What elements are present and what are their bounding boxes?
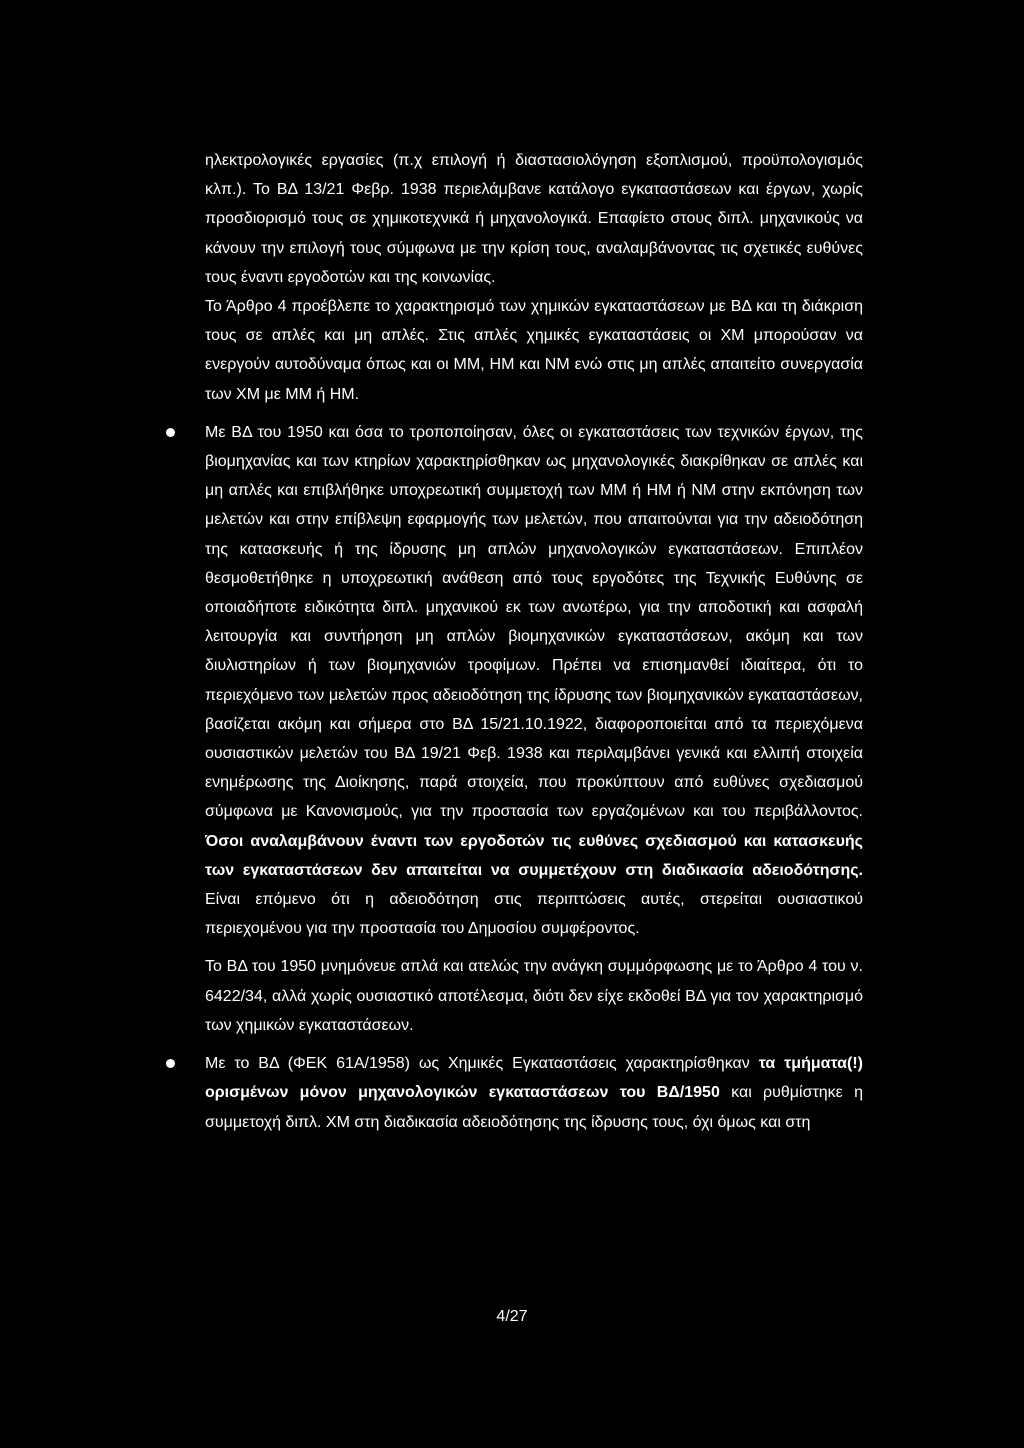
bullet-dot-icon	[166, 428, 175, 437]
paragraph-3: Το ΒΔ του 1950 μνημόνευε απλά και ατελώς την ανάγκη συμμόρφωσης με το Άρθρο 4 του ν. 6422/34, αλλά χωρίς ουσιαστικό αποτέλεσμα, διότι δεν είχε εκδοθεί ΒΔ για τον χαρακτηρισμό των χημικών εγκαταστάσεων.	[205, 958, 863, 1034]
page-number: 4/27	[496, 1308, 528, 1325]
bullet-item-1	[205, 418, 863, 944]
bullet-2-tail: και ρυθμίστηκε η συμμετοχή διπλ. ΧΜ στη διαδικασία αδειοδότησης της ίδρυσης τους, όχι όμως και στη	[205, 1084, 863, 1131]
bullet-1-text	[205, 418, 863, 944]
paragraph-1: ηλεκτρολογικές εργασίες (π.χ επιλογή ή διαστασιολόγηση εξοπλισμού, προϋπολογισμός κλπ.). Το ΒΔ 13/21 Φεβρ. 1938 περιελάμβανε κατάλογο εγκαταστάσεων και έργων, χωρίς προσδιορισμό τους σε χημικοτεχνικά ή μηχανολογικά. Επαφίετο στους διπλ. μηχανικούς να κάνουν την επιλογή τους σύμφωνα με την κρίση τους, αναλαμβάνοντας τις σχετικές ευθύνες τους έναντι εργοδοτών και της κοινωνίας.	[205, 152, 863, 286]
bullet-1-tail: Είναι επόμενο ότι η αδειοδότηση στις περιπτώσεις αυτές, στερείται ουσιαστικού περιεχομένου για την προστασία του Δημοσίου συμφέροντος.	[205, 891, 863, 938]
document-body	[205, 146, 863, 1137]
paragraph-2: Το Άρθρο 4 προέβλεπε το χαρακτηρισμό των χημικών εγκαταστάσεων με ΒΔ και τη διάκριση τους σε απλές και μη απλές. Στις απλές χημικές εγκαταστάσεις οι ΧΜ μπορούσαν να ενεργούν αυτοδύναμα όπως και οι ΜΜ, ΗΜ και ΝΜ ενώ στις μη απλές απαιτείτο συνεργασία των ΧΜ με ΜΜ ή ΗΜ.	[205, 298, 863, 403]
bullet-2-body: Με το ΒΔ (ΦΕΚ 61Α/1958) ως Χημικές Εγκαταστάσεις χαρακτηρίσθηκαν	[205, 1055, 750, 1073]
bullet-2-text	[205, 1049, 863, 1137]
bullet-1-body: Με ΒΔ του 1950 και όσα το τροποποίησαν, όλες οι εγκαταστάσεις των τεχνικών έργων, της βιομηχανίας και των κτηρίων χαρακτηρίσθηκαν ως μηχανολογικές διακρίθηκαν σε απλές και μη απλές και επιβλήθηκε υποχρεωτική συμμετοχή των ΜΜ ή ΗΜ ή ΝΜ στην εκπόνηση των μελετών και στην επίβλεψη εφαρμογής των μελετών, που απαιτούνται για την αδειοδότηση της κατασκευής ή της ίδρυσης μη απλών μηχανολογικών εγκαταστάσεων. Επιπλέον θεσμοθετήθηκε η υποχρεωτική ανάθεση από τους εργοδότες της Τεχνικής Ευθύνης σε οποιαδήποτε ειδικότητα διπλ. μηχανικού εκ των ανωτέρω, για την αποδοτική και ασφαλή λειτουργία και συντήρηση μη απλών βιομηχανικών εγκαταστάσεων, ακόμη και των διυλιστηρίων ή των βιομηχανιών τροφίμων. Πρέπει να επισημανθεί ιδιαίτερα, ότι το περιεχόμενο των μελετών προς αδειοδότηση της ίδρυσης των βιομηχανικών εγκαταστάσεων, βασίζεται ακόμη και σήμερα στο ΒΔ 15/21.10.1922, διαφοροποιείται από τα περιεχόμενα ουσιαστικών μελετών του ΒΔ 19/21 Φεβ. 1938 και περιλαμβάνει γενικά και ελλιπή στοιχεία ενημέρωσης της Διοίκησης, παρά στοιχεία, που προκύπτουν από ευθύνες σχεδιασμού σύμφωνα με Κανονισμούς, για την προστασία των εργαζομένων και του περιβάλλοντος.	[205, 423, 863, 821]
bullet-item-2	[205, 1049, 863, 1137]
bullet-dot-icon	[166, 1059, 175, 1068]
bullet-2-bold: τα τμήματα(!) ορισμένων μόνον μηχανολογικών εγκαταστάσεων του ΒΔ/1950	[205, 1055, 864, 1102]
bullet-1-bold: Όσοι αναλαμβάνουν έναντι των εργοδοτών τις ευθύνες σχεδιασμού και κατασκευής των εγκαταστάσεων δεν απαιτείται να συμμετέχουν στη διαδικασία αδειοδότησης.	[205, 832, 863, 879]
